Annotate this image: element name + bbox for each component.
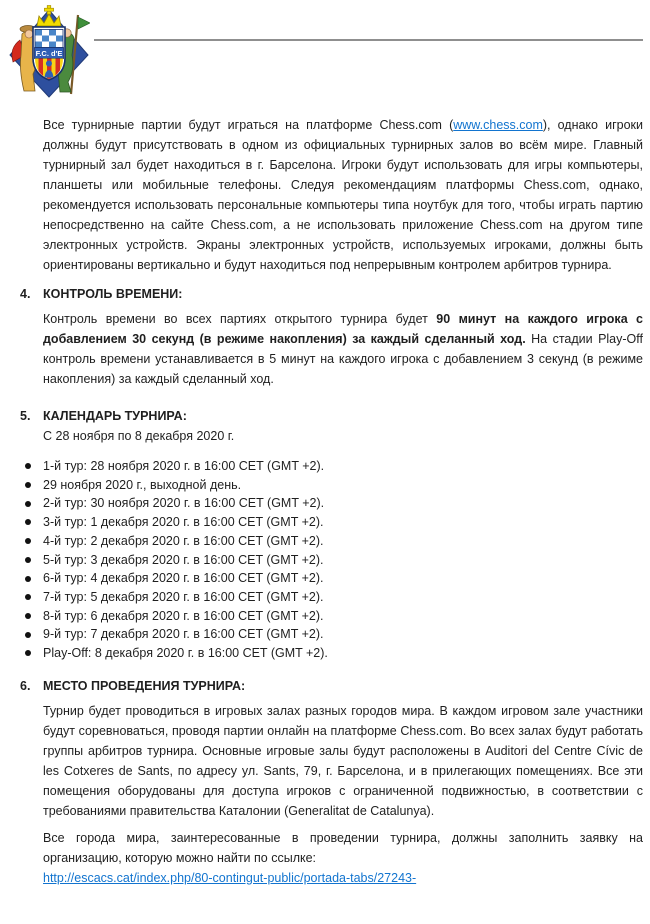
bullet-icon [25,576,31,582]
section-title: КОНТРОЛЬ ВРЕМЕНИ: [43,287,183,301]
schedule-list [25,457,643,663]
bullet-icon [25,557,31,563]
section-number: 4. [20,287,31,301]
tournament-date-range: С 28 ноября по 8 декабря 2020 г. [43,429,235,443]
schedule-item-text: 3-й тур: 1 декабря 2020 г. в 16:00 CET (GMT +2). [43,515,324,530]
schedule-item-text: Play-Off: 8 декабря 2020 г. в 16:00 CET (GMT +2). [43,646,328,661]
header-divider [94,39,643,41]
application-form-link[interactable]: http://escacs.cat/index.php/80-contingut-public/portada-tabs/27243- [43,870,417,885]
schedule-item [25,457,643,476]
section-title: КАЛЕНДАРЬ ТУРНИРА: [43,409,187,423]
intro-text-end: ), однако игроки должны будут присутствовать в одном из официальных турнирных залов во всём мире. Главный турнирный зал будет находиться в г. Барселона. Игроки будут использовать для игры компьютеры, планшеты или мобильные телефоны. Следуя рекомендациям платформы Chess.com, однако, рекомендуется использовать персональные компьютеры типа ноутбук для того, чтобы играть партию непосредственно на сайте Chess.com, а не использовать приложение Chess.com на другом типе электронных устройств. Экраны электронных устройств, используемых игроками, должны быть ориентированы вертикально и будут находиться под непрерывным контролем арбитров турнира. [43,118,643,272]
bullet-icon [25,463,31,469]
schedule-item [25,644,643,663]
chess-com-link[interactable]: www.chess.com [453,118,543,132]
schedule-item [25,607,643,626]
federation-crest-logo [8,4,90,98]
section-title: МЕСТО ПРОВЕДЕНИЯ ТУРНИРА: [43,678,246,693]
time-control-paragraph [43,309,643,389]
schedule-item-text: 9-й тур: 7 декабря 2020 г. в 16:00 CET (GMT +2). [43,627,324,642]
application-paragraph: Все города мира, заинтересованные в проведении турнира, должны заполнить заявку на организацию, которую можно найти по ссылке: [43,830,643,865]
schedule-item-text: 4-й тур: 2 декабря 2020 г. в 16:00 CET (GMT +2). [43,533,324,548]
schedule-item [25,513,643,532]
venue-paragraph: Турнир будет проводиться в игровых залах разных городов мира. В каждом игровом зале участники будут соревноваться, проводя партии онлайн на платформе Chess.com. Во всех залах будут работать группы арбитров турнира. Основные игровые залы будут расположены в Auditori del Centre Cívic de les Cotxeres de Sants, по адресу ул. Sants, 79, г. Барселона, и в прилегающих помещениях. Все эти помещения оборудованы для доступа игроков с ограниченной подвижностью, в соответствии с требованиями правительства Каталонии (Generalitat de Catalunya). [43,703,643,818]
schedule-item-text: 2-й тур: 30 ноября 2020 г. в 16:00 CET (GMT +2). [43,496,325,511]
bullet-icon [25,650,31,656]
time-control-bold-text: 90 минут на каждого игрока с добавлением 30 секунд (в режиме накопления) за каждый сделанный ход. [43,312,643,346]
intro-text-start: Все турнирные партии будут играться на платформе Chess.com ( [43,118,454,132]
time-control-text-after: На стадии Play-Off контроль времени устанавливается в 5 минут на каждого игрока с добавлением 3 секунд (в режиме накопления) за каждый сделанный ход. [43,332,643,386]
document-body [0,115,650,888]
schedule-item [25,625,643,644]
crest-initials: F.C. d'E [35,49,63,58]
page-header [0,0,650,100]
section-number: 6. [20,678,31,693]
schedule-item-text: 6-й тур: 4 декабря 2020 г. в 16:00 CET (GMT +2). [43,571,324,586]
bullet-icon [25,594,31,600]
bullet-icon [25,501,31,507]
schedule-item-text: 7-й тур: 5 декабря 2020 г. в 16:00 CET (GMT +2). [43,589,324,604]
schedule-item-text: 29 ноября 2020 г., выходной день. [43,477,242,492]
application-link-line [43,868,643,888]
schedule-item-text: 1-й тур: 28 ноября 2020 г. в 16:00 CET (GMT +2). [43,459,325,473]
section-number: 5. [20,409,31,423]
section-heading-venue [20,676,643,696]
time-control-text: Контроль времени во всех партиях открытого турнира будет [43,312,437,326]
bullet-icon [25,632,31,638]
bullet-icon [25,613,31,619]
section-heading-time-control [20,284,643,304]
schedule-item [25,476,643,495]
chessboard-pattern [35,30,63,48]
schedule-item-text: 5-й тур: 3 декабря 2020 г. в 16:00 CET (GMT +2). [43,552,324,567]
schedule-item [25,494,643,513]
section-heading-calendar [20,406,643,426]
schedule-item [25,551,643,570]
schedule-item [25,588,643,607]
schedule-item [25,569,643,588]
schedule-item [25,532,643,551]
intro-paragraph [43,115,643,275]
schedule-item-text: 8-й тур: 6 декабря 2020 г. в 16:00 CET (GMT +2). [43,608,324,623]
bullet-icon [25,538,31,544]
bullet-icon [25,482,31,488]
bullet-icon [25,519,31,525]
